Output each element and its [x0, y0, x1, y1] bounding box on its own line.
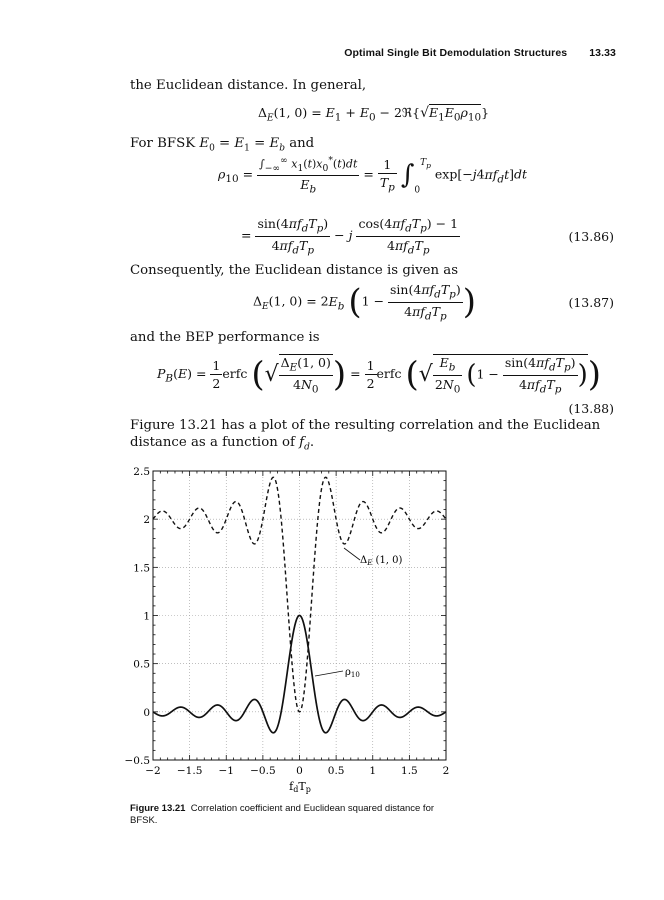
y-tick-label: 2.5 — [133, 466, 150, 478]
y-tick-label: 1 — [143, 610, 150, 623]
equation-number-13-87: (13.87) — [568, 295, 614, 310]
equation-13-86: = $\frac{\sin(4\pi f_dT_p)}{4\pi f_dT_p}$ − j $\frac{\cos(4\pi f_dT_p) - 1}{4\pi f_dT_p}$ — [241, 216, 459, 256]
equation-13-87: $\Delta_E(1$, $0) = 2E_b$ (1 − $\frac{\sin(4\pi f_dT_p)}{4\pi f_dT_p}$ ) — [253, 282, 476, 322]
equation-number-13-86: (13.86) — [568, 229, 614, 244]
y-tick-label: 2 — [143, 514, 150, 527]
y-tick-label: 0.5 — [133, 658, 150, 671]
equation-rho10-def: $\rho_{10}$ = $\frac{\int_{-\infty}^\infty x_1(t)x_0^*(t)dt}{E_b}$ = $\frac{1}{T_p}$ $\int_0^{T_p}$ $\exp[-j4\pi f_dt]dt$ — [218, 155, 528, 196]
figure-caption-text: Correlation coefficient and Euclidean squared distance for BFSK. — [130, 803, 435, 826]
rho-annotation-leader — [315, 671, 343, 676]
y-tick-label: 1.5 — [133, 562, 150, 575]
x-tick-label: 2 — [442, 765, 450, 777]
y-tick-label: −0.5 — [124, 755, 150, 767]
figure-caption-label: Figure 13.21 — [130, 803, 186, 814]
chart-tick-labels — [125, 466, 450, 777]
x-tick-label: −0.5 — [250, 765, 276, 777]
x-tick-label: 0.5 — [327, 765, 345, 777]
rho-annotation: $\rho_{10}$ — [345, 667, 360, 679]
chart-curves — [153, 477, 446, 732]
x-tick-label: −1.5 — [176, 765, 203, 777]
x-tick-label: −1 — [218, 765, 234, 777]
page-number: 13.33 — [589, 47, 616, 59]
equation-13-88: $P_B(E)$ = $\frac{1}{2}$ erfc (√ $\frac{\Delta_E(1, 0)}{4N_0}$ ) = $\frac{1}{2}$ erfc (√ $\frac{E_b}{2N_0}$ (1 − $\frac{\sin(4\pi f_dT_p)}{4\pi f_dT_p}$ )) — [157, 354, 601, 395]
delta-annotation: $\Delta_E$ (1, 0) — [360, 555, 403, 567]
x-tick-label: 1 — [369, 765, 377, 777]
paragraph-3: Consequently, the Euclidean distance is given as — [130, 263, 459, 278]
y-tick-label: 0 — [143, 706, 150, 719]
paragraph-2: For BFSK $E_0 = E_1 = E_b$ and — [130, 136, 315, 154]
paragraph-5: Figure 13.21 has a plot of the resulting correlation and the Euclidean distance as a function of $f_d$. — [130, 418, 601, 453]
equation-euclidean-general: $\Delta_E(1$, $0) = E_1 + E_0$ − $2ℜ\{√E_1E_0\rho_{10}\}$ — [258, 105, 490, 124]
running-title: Optimal Single Bit Demodulation Structures — [344, 47, 568, 59]
chart-xlabel: fdTp — [289, 780, 311, 794]
x-tick-label: 1.5 — [401, 765, 418, 777]
paragraph-4: and the BEP performance is — [130, 330, 320, 345]
paragraph-1: the Euclidean distance. In general, — [130, 78, 367, 93]
x-tick-label: 0 — [296, 765, 303, 777]
equation-number-13-88: (13.88) — [568, 401, 614, 416]
x-tick-label: −2 — [145, 765, 161, 777]
figure-caption — [130, 803, 460, 827]
delta-annotation-leader — [344, 548, 360, 560]
